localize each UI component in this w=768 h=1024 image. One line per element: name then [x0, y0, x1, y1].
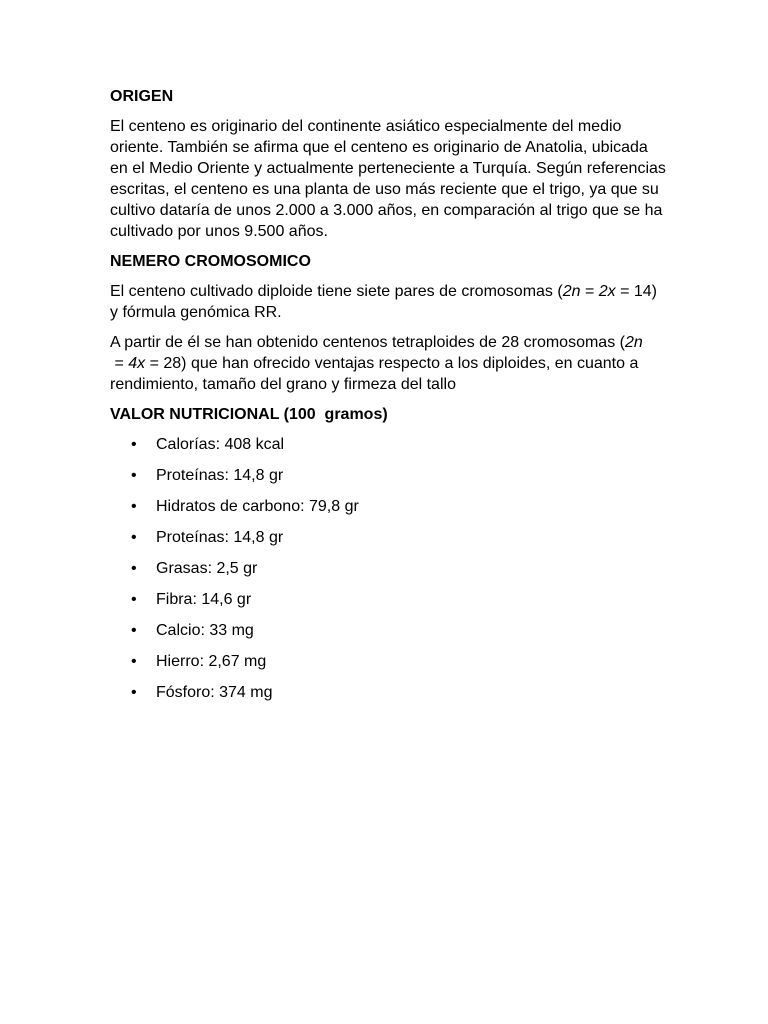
formula-2n: 2n [624, 334, 643, 351]
bullet-icon: • [131, 653, 137, 670]
paragraph-origen: El centeno es originario del continente asiático especialmente del medio oriente. También se afirma que el centeno es originario de Anatolia, ubicada en el Medio Oriente y actualmente perteneciente a Turquía. Según referencias escritas, el centeno es una planta de uso más reciente que el trigo, ya que su cultivo dataría de unos 2.000 a 3.000 años, en comparación al trigo que se ha cultivado por unos 9.500 años. [110, 118, 666, 240]
list-item-text: Hidratos de carbono: 79,8 gr [156, 498, 359, 515]
heading-nutricional: VALOR NUTRICIONAL (100 gramos) [110, 406, 388, 423]
formula-2x: 2x [598, 283, 616, 300]
paragraph-cromosomas-diploide [110, 281, 666, 323]
list-item-text: Fibra: 14,6 gr [156, 591, 252, 608]
list-item [110, 589, 666, 610]
list-item [110, 651, 666, 672]
text-segment: = 28) que han ofrecido ventajas respecto a los diploides, en cuanto a rendimiento, tamaño del grano y firmeza del tallo [110, 355, 639, 393]
list-item [110, 434, 666, 455]
list-item-text: Calorías: 408 kcal [156, 436, 285, 453]
list-item [110, 682, 666, 703]
text-segment: = [580, 283, 599, 300]
bullet-icon: • [131, 622, 137, 639]
formula-4x: 4x [128, 355, 146, 372]
text-segment: El centeno cultivado diploide tiene siete pares de cromosomas ( [110, 283, 563, 300]
text-segment: = 14) y fórmula genómica RR. [110, 283, 657, 321]
heading-cromosomico: NEMERO CROMOSOMICO [110, 253, 311, 270]
bullet-icon: • [131, 467, 137, 484]
list-item-text: Grasas: 2,5 gr [156, 560, 258, 577]
text-segment: A partir de él se han obtenido centenos tetraploides de 28 cromosomas ( [110, 334, 625, 351]
text-segment: = [110, 355, 129, 372]
list-item [110, 620, 666, 641]
list-item-text: Proteínas: 14,8 gr [156, 529, 284, 546]
heading-origen: ORIGEN [110, 88, 174, 105]
list-item-text: Hierro: 2,67 mg [156, 653, 267, 670]
list-item [110, 465, 666, 486]
bullet-icon: • [131, 684, 137, 701]
list-item [110, 527, 666, 548]
bullet-icon: • [131, 560, 137, 577]
list-item [110, 558, 666, 579]
formula-2n: 2n [562, 283, 581, 300]
list-item-text: Calcio: 33 mg [156, 622, 254, 639]
list-item-text: Fósforo: 374 mg [156, 684, 273, 701]
document-page [110, 86, 666, 713]
bullet-icon: • [131, 436, 137, 453]
bullet-icon: • [131, 498, 137, 515]
list-item [110, 496, 666, 517]
bullet-icon: • [131, 591, 137, 608]
bullet-icon: • [131, 529, 137, 546]
list-item-text: Proteínas: 14,8 gr [156, 467, 284, 484]
nutrition-list [110, 434, 666, 703]
paragraph-cromosomas-tetraploide [110, 332, 666, 395]
